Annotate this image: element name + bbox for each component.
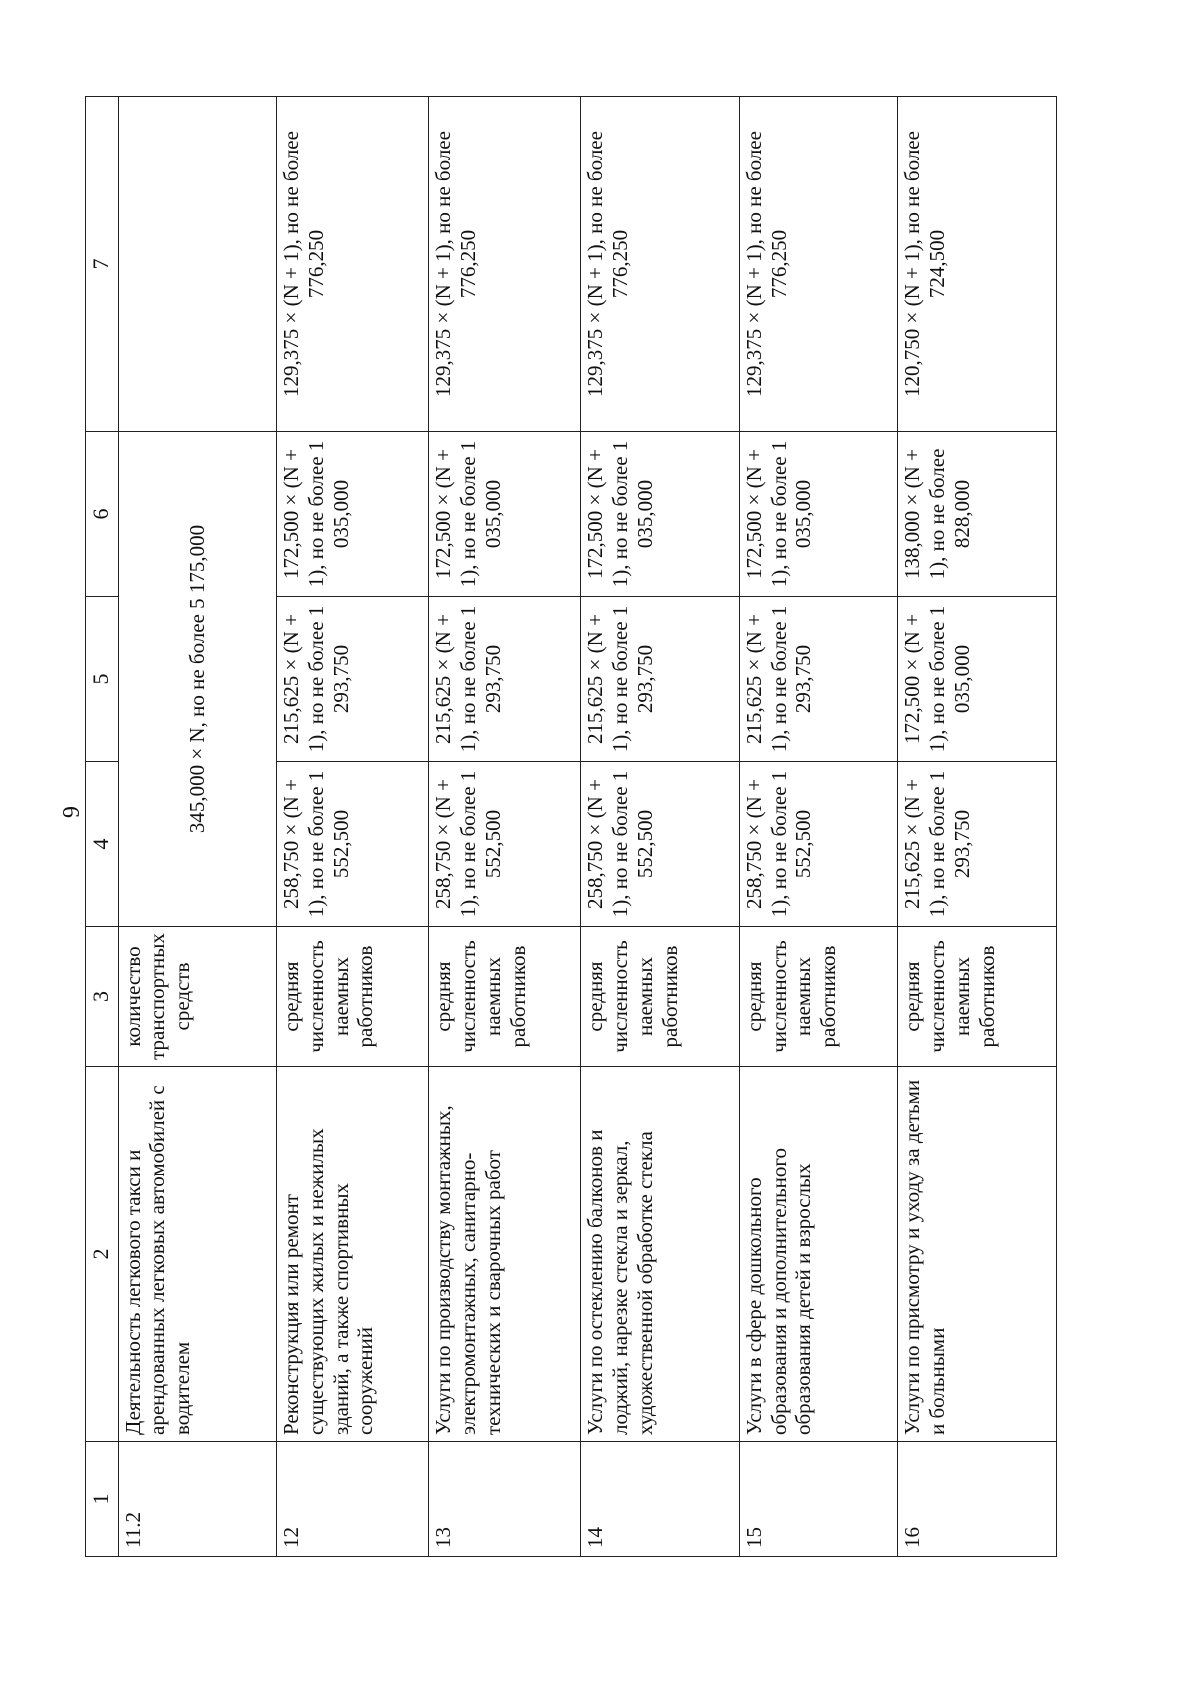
rate-col-5: 215,625 × (N + 1), но не более 1 293,750	[581, 597, 739, 762]
activity-category: Реконструкция или ремонт существующих жилых и нежилых зданий, а также спортивных сооружений	[277, 1067, 429, 1442]
activity-category: Деятельность легкового такси и арендованных легковых автомобилей с водителем	[118, 1067, 276, 1442]
physical-indicator: средняя численность наемных работников	[739, 927, 897, 1067]
row-number: 13	[429, 1442, 581, 1557]
physical-indicator: средняя численность наемных работников	[898, 927, 1057, 1067]
header-col-6: 6	[86, 432, 119, 597]
merged-rate-cell: 345,000 × N, но не более 5 175,000	[118, 432, 276, 927]
table-row	[581, 97, 739, 1557]
header-col-7: 7	[86, 97, 119, 432]
header-col-3: 3	[86, 927, 119, 1067]
rate-col-4: 258,750 × (N + 1), но не более 1 552,500	[429, 762, 581, 927]
physical-indicator: количество транспортных средств	[118, 927, 276, 1067]
table-row	[429, 97, 581, 1557]
rate-col-5: 215,625 × (N + 1), но не более 1 293,750	[277, 597, 429, 762]
activity-category: Услуги по присмотру и уходу за детьми и больными	[898, 1067, 1057, 1442]
header-col-2: 2	[86, 1067, 119, 1442]
physical-indicator: средняя численность наемных работников	[581, 927, 739, 1067]
header-col-5: 5	[86, 597, 119, 762]
rate-col-7: 120,750 × (N + 1), но не более 724,500	[898, 97, 1057, 432]
rate-col-6: 138,000 × (N + 1), но не более 828,000	[898, 432, 1057, 597]
physical-indicator: средняя численность наемных работников	[277, 927, 429, 1067]
rate-col-7: 129,375 × (N + 1), но не более 776,250	[581, 97, 739, 432]
table-row	[277, 97, 429, 1557]
rate-col-4: 258,750 × (N + 1), но не более 1 552,500	[581, 762, 739, 927]
row-number: 15	[739, 1442, 897, 1557]
row-number: 16	[898, 1442, 1057, 1557]
rate-col-7: 129,375 × (N + 1), но не более 776,250	[429, 97, 581, 432]
header-row	[86, 97, 119, 1557]
rate-col-6: 172,500 × (N + 1), но не более 1 035,000	[429, 432, 581, 597]
rotated-table-wrapper	[85, 97, 1057, 1557]
rate-col-7: 129,375 × (N + 1), но не более 776,250	[739, 97, 897, 432]
row-number: 14	[581, 1442, 739, 1557]
rate-col-5: 172,500 × (N + 1), но не более 1 035,000	[898, 597, 1057, 762]
header-col-1: 1	[86, 1442, 119, 1557]
table-row	[898, 97, 1057, 1557]
rate-col-4: 258,750 × (N + 1), но не более 1 552,500	[277, 762, 429, 927]
activity-category: Услуги по производству монтажных, электромонтажных, санитарно-технических и сварочных работ	[429, 1067, 581, 1442]
rate-col-6: 172,500 × (N + 1), но не более 1 035,000	[581, 432, 739, 597]
activity-category: Услуги по остеклению балконов и лоджий, нарезке стекла и зеркал, художественной обработке стекла	[581, 1067, 739, 1442]
rate-col-5: 215,625 × (N + 1), но не более 1 293,750	[739, 597, 897, 762]
table-row	[118, 97, 276, 1557]
rate-col-7: 129,375 × (N + 1), но не более 776,250	[277, 97, 429, 432]
physical-indicator: средняя численность наемных работников	[429, 927, 581, 1067]
row-number: 12	[277, 1442, 429, 1557]
header-col-4: 4	[86, 762, 119, 927]
rates-table	[85, 96, 1057, 1557]
table-row	[739, 97, 897, 1557]
page-number: 6	[57, 806, 83, 818]
rate-col-4: 258,750 × (N + 1), но не более 1 552,500	[739, 762, 897, 927]
rate-col-6: 172,500 × (N + 1), но не более 1 035,000	[277, 432, 429, 597]
rate-col-5: 215,625 × (N + 1), но не более 1 293,750	[429, 597, 581, 762]
activity-category: Услуги в сфере дошкольного образования и дополнительного образования детей и взрослых	[739, 1067, 897, 1442]
row-number: 11.2	[118, 1442, 276, 1557]
rate-col-4: 215,625 × (N + 1), но не более 1 293,750	[898, 762, 1057, 927]
rate-col-6: 172,500 × (N + 1), но не более 1 035,000	[739, 432, 897, 597]
empty-cell	[118, 97, 276, 432]
